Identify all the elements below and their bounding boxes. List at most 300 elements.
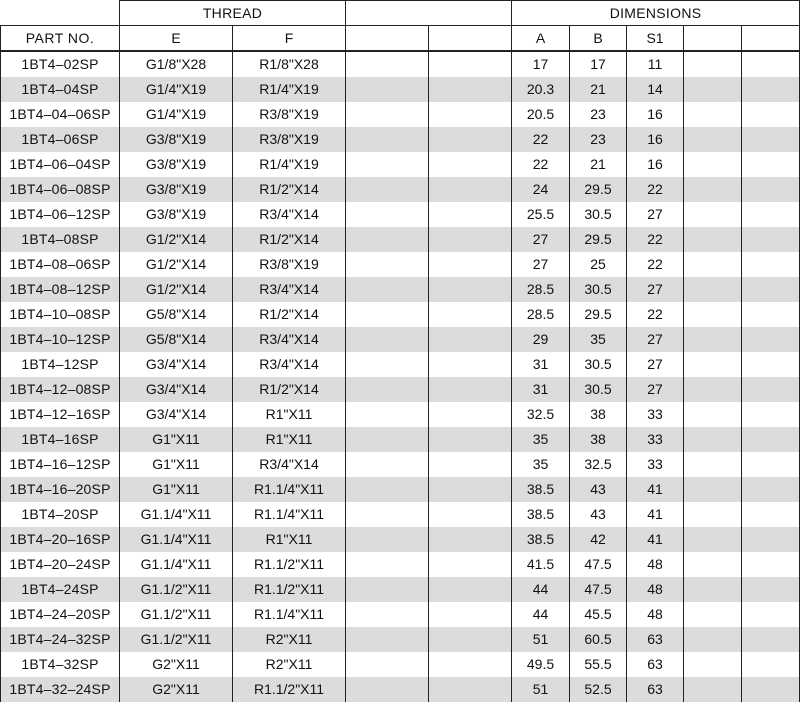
- cell-part-no: 1BT4–16SP: [1, 427, 120, 452]
- cell-dim-b: 38: [570, 427, 627, 452]
- cell-blank: [684, 577, 742, 602]
- cell-dim-s1: 48: [627, 577, 684, 602]
- cell-thread-f: R1.1/4"X11: [233, 502, 346, 527]
- table-row: [1, 127, 800, 152]
- cell-blank: [429, 302, 512, 327]
- cell-dim-b: 23: [570, 127, 627, 152]
- cell-blank: [429, 327, 512, 352]
- cell-dim-a: 20.3: [512, 77, 570, 102]
- cell-blank: [429, 152, 512, 177]
- table-row: [1, 277, 800, 302]
- cell-thread-f: R1"X11: [233, 427, 346, 452]
- cell-part-no: 1BT4–20–24SP: [1, 552, 120, 577]
- cell-dim-a: 24: [512, 177, 570, 202]
- cell-dim-a: 32.5: [512, 402, 570, 427]
- cell-dim-s1: 63: [627, 677, 684, 702]
- cell-dim-a: 31: [512, 377, 570, 402]
- cell-dim-b: 17: [570, 51, 627, 77]
- cell-blank: [684, 51, 742, 77]
- cell-blank: [742, 677, 800, 702]
- cell-thread-f: R3/4"X14: [233, 202, 346, 227]
- cell-blank: [346, 452, 429, 477]
- cell-part-no: 1BT4–02SP: [1, 51, 120, 77]
- cell-dim-s1: 33: [627, 452, 684, 477]
- cell-blank: [742, 477, 800, 502]
- cell-blank: [429, 502, 512, 527]
- cell-blank: [684, 427, 742, 452]
- cell-blank: [346, 302, 429, 327]
- cell-part-no: 1BT4–06SP: [1, 127, 120, 152]
- cell-blank: [742, 452, 800, 477]
- table-row: [1, 452, 800, 477]
- cell-blank: [346, 327, 429, 352]
- cell-blank: [742, 627, 800, 652]
- table-row: [1, 302, 800, 327]
- table-row: [1, 502, 800, 527]
- cell-thread-f: R1/2"X14: [233, 177, 346, 202]
- cell-dim-s1: 27: [627, 377, 684, 402]
- cell-dim-b: 25: [570, 252, 627, 277]
- cell-blank: [346, 552, 429, 577]
- cell-dim-a: 28.5: [512, 302, 570, 327]
- cell-thread-f: R3/8"X19: [233, 127, 346, 152]
- cell-thread-e: G1"X11: [120, 477, 233, 502]
- cell-thread-f: R1/4"X19: [233, 152, 346, 177]
- cell-blank: [684, 77, 742, 102]
- cell-blank: [684, 127, 742, 152]
- cell-dim-s1: 22: [627, 227, 684, 252]
- cell-blank: [684, 527, 742, 552]
- cell-blank: [346, 427, 429, 452]
- table-row: [1, 527, 800, 552]
- cell-dim-b: 45.5: [570, 602, 627, 627]
- cell-dim-b: 29.5: [570, 177, 627, 202]
- cell-blank: [346, 652, 429, 677]
- cell-blank: [742, 602, 800, 627]
- cell-blank: [742, 227, 800, 252]
- cell-dim-a: 25.5: [512, 202, 570, 227]
- cell-dim-s1: 16: [627, 102, 684, 127]
- cell-thread-e: G2"X11: [120, 677, 233, 702]
- cell-thread-f: R2"X11: [233, 627, 346, 652]
- cell-blank: [429, 227, 512, 252]
- cell-thread-f: R3/8"X19: [233, 252, 346, 277]
- cell-thread-f: R3/8"X19: [233, 102, 346, 127]
- cell-thread-f: R1"X11: [233, 527, 346, 552]
- cell-dim-s1: 33: [627, 402, 684, 427]
- cell-dim-b: 52.5: [570, 677, 627, 702]
- cell-dim-a: 35: [512, 427, 570, 452]
- table-row: [1, 652, 800, 677]
- cell-part-no: 1BT4–20SP: [1, 502, 120, 527]
- cell-part-no: 1BT4–16–20SP: [1, 477, 120, 502]
- header-col-blank-3: [684, 26, 742, 52]
- header-thread: THREAD: [120, 1, 346, 26]
- table-body: [1, 51, 800, 702]
- cell-dim-s1: 22: [627, 177, 684, 202]
- cell-dim-b: 47.5: [570, 552, 627, 577]
- cell-blank: [684, 252, 742, 277]
- cell-dim-a: 44: [512, 577, 570, 602]
- cell-thread-e: G1"X11: [120, 427, 233, 452]
- table-row: [1, 77, 800, 102]
- cell-dim-s1: 33: [627, 427, 684, 452]
- cell-blank: [742, 377, 800, 402]
- cell-part-no: 1BT4–04SP: [1, 77, 120, 102]
- cell-thread-f: R1/2"X14: [233, 377, 346, 402]
- cell-thread-e: G3/8"X19: [120, 152, 233, 177]
- cell-thread-f: R1.1/2"X11: [233, 577, 346, 602]
- cell-blank: [429, 127, 512, 152]
- table-row: [1, 252, 800, 277]
- cell-blank: [429, 452, 512, 477]
- cell-blank: [684, 502, 742, 527]
- table-row: [1, 627, 800, 652]
- cell-dim-a: 38.5: [512, 527, 570, 552]
- cell-blank: [429, 677, 512, 702]
- cell-dim-b: 21: [570, 77, 627, 102]
- table-row: [1, 51, 800, 77]
- cell-blank: [742, 177, 800, 202]
- header-col-blank-2: [429, 26, 512, 52]
- table-row: [1, 202, 800, 227]
- cell-blank: [684, 627, 742, 652]
- table-row: [1, 102, 800, 127]
- cell-thread-f: R3/4"X14: [233, 352, 346, 377]
- cell-thread-f: R1/4"X19: [233, 77, 346, 102]
- cell-blank: [429, 652, 512, 677]
- cell-part-no: 1BT4–20–16SP: [1, 527, 120, 552]
- cell-dim-b: 38: [570, 402, 627, 427]
- cell-blank: [346, 527, 429, 552]
- cell-thread-e: G1.1/4"X11: [120, 527, 233, 552]
- cell-blank: [684, 352, 742, 377]
- cell-thread-e: G1/4"X19: [120, 102, 233, 127]
- cell-thread-e: G1.1/2"X11: [120, 627, 233, 652]
- cell-dim-s1: 27: [627, 352, 684, 377]
- cell-part-no: 1BT4–08–06SP: [1, 252, 120, 277]
- header-col-blank-4: [742, 26, 800, 52]
- cell-dim-s1: 63: [627, 652, 684, 677]
- cell-dim-s1: 41: [627, 502, 684, 527]
- table-row: [1, 352, 800, 377]
- cell-blank: [346, 177, 429, 202]
- cell-dim-a: 51: [512, 627, 570, 652]
- cell-dim-a: 22: [512, 152, 570, 177]
- cell-thread-f: R1.1/4"X11: [233, 602, 346, 627]
- cell-blank: [429, 277, 512, 302]
- cell-blank: [684, 402, 742, 427]
- cell-blank: [684, 302, 742, 327]
- cell-dim-s1: 27: [627, 277, 684, 302]
- cell-blank: [346, 352, 429, 377]
- header-corner: [1, 1, 120, 26]
- cell-blank: [684, 227, 742, 252]
- cell-part-no: 1BT4–24–20SP: [1, 602, 120, 627]
- cell-blank: [346, 577, 429, 602]
- table-row: [1, 677, 800, 702]
- cell-blank: [429, 177, 512, 202]
- cell-blank: [684, 327, 742, 352]
- cell-blank: [346, 677, 429, 702]
- cell-thread-f: R3/4"X14: [233, 452, 346, 477]
- cell-blank: [346, 602, 429, 627]
- cell-blank: [742, 427, 800, 452]
- cell-dim-a: 44: [512, 602, 570, 627]
- table-row: [1, 402, 800, 427]
- cell-part-no: 1BT4–08SP: [1, 227, 120, 252]
- cell-thread-e: G2"X11: [120, 652, 233, 677]
- cell-dim-s1: 14: [627, 77, 684, 102]
- cell-blank: [346, 477, 429, 502]
- cell-thread-e: G1.1/4"X11: [120, 502, 233, 527]
- cell-part-no: 1BT4–06–12SP: [1, 202, 120, 227]
- cell-blank: [742, 652, 800, 677]
- cell-dim-b: 30.5: [570, 202, 627, 227]
- cell-thread-f: R1"X11: [233, 402, 346, 427]
- cell-blank: [346, 202, 429, 227]
- cell-part-no: 1BT4–32SP: [1, 652, 120, 677]
- cell-blank: [684, 152, 742, 177]
- cell-dim-b: 43: [570, 477, 627, 502]
- cell-blank: [346, 502, 429, 527]
- cell-thread-e: G3/4"X14: [120, 352, 233, 377]
- cell-dim-a: 51: [512, 677, 570, 702]
- table-row: [1, 327, 800, 352]
- header-part-no: PART NO.: [1, 26, 120, 52]
- cell-blank: [684, 452, 742, 477]
- cell-part-no: 1BT4–10–12SP: [1, 327, 120, 352]
- cell-dim-s1: 27: [627, 327, 684, 352]
- cell-blank: [429, 352, 512, 377]
- cell-dim-a: 41.5: [512, 552, 570, 577]
- cell-thread-f: R1/8"X28: [233, 51, 346, 77]
- cell-thread-e: G5/8"X14: [120, 327, 233, 352]
- cell-blank: [742, 202, 800, 227]
- cell-thread-e: G1.1/2"X11: [120, 602, 233, 627]
- cell-part-no: 1BT4–04–06SP: [1, 102, 120, 127]
- cell-blank: [346, 277, 429, 302]
- cell-dim-s1: 27: [627, 202, 684, 227]
- cell-thread-f: R1.1/4"X11: [233, 477, 346, 502]
- cell-blank: [742, 127, 800, 152]
- cell-blank: [684, 477, 742, 502]
- cell-blank: [742, 327, 800, 352]
- cell-dim-b: 30.5: [570, 377, 627, 402]
- cell-thread-e: G1/8"X28: [120, 51, 233, 77]
- header-blank-group: [346, 1, 512, 26]
- header-col-e: E: [120, 26, 233, 52]
- cell-dim-b: 29.5: [570, 227, 627, 252]
- cell-blank: [346, 377, 429, 402]
- cell-dim-s1: 16: [627, 127, 684, 152]
- cell-blank: [429, 477, 512, 502]
- cell-thread-f: R3/4"X14: [233, 277, 346, 302]
- cell-dim-s1: 11: [627, 51, 684, 77]
- cell-blank: [346, 252, 429, 277]
- cell-thread-e: G3/8"X19: [120, 177, 233, 202]
- cell-blank: [429, 552, 512, 577]
- cell-dim-s1: 48: [627, 602, 684, 627]
- cell-blank: [684, 602, 742, 627]
- cell-blank: [742, 302, 800, 327]
- cell-blank: [429, 77, 512, 102]
- cell-blank: [742, 527, 800, 552]
- cell-part-no: 1BT4–24–32SP: [1, 627, 120, 652]
- cell-dim-a: 22: [512, 127, 570, 152]
- cell-dim-b: 30.5: [570, 352, 627, 377]
- cell-dim-a: 38.5: [512, 502, 570, 527]
- cell-dim-b: 30.5: [570, 277, 627, 302]
- header-row-groups: [1, 1, 800, 26]
- table-row: [1, 552, 800, 577]
- cell-blank: [742, 502, 800, 527]
- table-row: [1, 602, 800, 627]
- cell-thread-e: G1/2"X14: [120, 277, 233, 302]
- cell-blank: [429, 427, 512, 452]
- cell-dim-a: 29: [512, 327, 570, 352]
- cell-blank: [429, 627, 512, 652]
- cell-dim-b: 35: [570, 327, 627, 352]
- cell-part-no: 1BT4–24SP: [1, 577, 120, 602]
- cell-thread-f: R1/2"X14: [233, 227, 346, 252]
- cell-dim-b: 55.5: [570, 652, 627, 677]
- cell-blank: [742, 402, 800, 427]
- cell-dim-s1: 48: [627, 552, 684, 577]
- table-row: [1, 377, 800, 402]
- cell-part-no: 1BT4–06–04SP: [1, 152, 120, 177]
- cell-blank: [346, 227, 429, 252]
- cell-thread-e: G1.1/4"X11: [120, 552, 233, 577]
- cell-thread-e: G5/8"X14: [120, 302, 233, 327]
- cell-thread-f: R1.1/2"X11: [233, 552, 346, 577]
- cell-blank: [429, 252, 512, 277]
- cell-dim-b: 29.5: [570, 302, 627, 327]
- cell-dim-s1: 22: [627, 252, 684, 277]
- cell-blank: [742, 152, 800, 177]
- header-col-s1: S1: [627, 26, 684, 52]
- cell-blank: [346, 627, 429, 652]
- header-col-blank-1: [346, 26, 429, 52]
- cell-blank: [429, 527, 512, 552]
- cell-thread-f: R1.1/2"X11: [233, 677, 346, 702]
- cell-blank: [429, 402, 512, 427]
- table-row: [1, 427, 800, 452]
- cell-blank: [429, 602, 512, 627]
- cell-dim-s1: 22: [627, 302, 684, 327]
- header-row-columns: [1, 26, 800, 52]
- cell-blank: [429, 51, 512, 77]
- cell-dim-a: 17: [512, 51, 570, 77]
- cell-blank: [684, 377, 742, 402]
- cell-blank: [684, 677, 742, 702]
- cell-blank: [684, 552, 742, 577]
- cell-thread-e: G1.1/2"X11: [120, 577, 233, 602]
- cell-dim-b: 42: [570, 527, 627, 552]
- cell-dim-b: 43: [570, 502, 627, 527]
- cell-part-no: 1BT4–16–12SP: [1, 452, 120, 477]
- cell-blank: [742, 252, 800, 277]
- cell-blank: [429, 377, 512, 402]
- cell-blank: [684, 277, 742, 302]
- cell-blank: [346, 51, 429, 77]
- header-col-a: A: [512, 26, 570, 52]
- cell-thread-e: G1/2"X14: [120, 227, 233, 252]
- cell-part-no: 1BT4–12–08SP: [1, 377, 120, 402]
- cell-dim-a: 35: [512, 452, 570, 477]
- cell-blank: [429, 577, 512, 602]
- header-col-b: B: [570, 26, 627, 52]
- cell-thread-e: G1/4"X19: [120, 77, 233, 102]
- cell-part-no: 1BT4–12SP: [1, 352, 120, 377]
- cell-part-no: 1BT4–10–08SP: [1, 302, 120, 327]
- cell-dim-a: 31: [512, 352, 570, 377]
- cell-dim-s1: 63: [627, 627, 684, 652]
- cell-dim-a: 27: [512, 227, 570, 252]
- cell-dim-s1: 16: [627, 152, 684, 177]
- header-dimensions: DIMENSIONS: [512, 1, 800, 26]
- cell-blank: [742, 51, 800, 77]
- cell-blank: [742, 577, 800, 602]
- cell-dim-b: 23: [570, 102, 627, 127]
- cell-blank: [346, 77, 429, 102]
- cell-part-no: 1BT4–32–24SP: [1, 677, 120, 702]
- cell-dim-b: 47.5: [570, 577, 627, 602]
- cell-thread-e: G1/2"X14: [120, 252, 233, 277]
- cell-dim-s1: 41: [627, 477, 684, 502]
- header-col-f: F: [233, 26, 346, 52]
- cell-blank: [742, 352, 800, 377]
- cell-dim-b: 32.5: [570, 452, 627, 477]
- cell-blank: [346, 102, 429, 127]
- table-row: [1, 577, 800, 602]
- cell-blank: [742, 277, 800, 302]
- cell-blank: [742, 77, 800, 102]
- cell-thread-f: R2"X11: [233, 652, 346, 677]
- cell-blank: [684, 652, 742, 677]
- cell-thread-f: R1/2"X14: [233, 302, 346, 327]
- cell-part-no: 1BT4–06–08SP: [1, 177, 120, 202]
- cell-dim-s1: 41: [627, 527, 684, 552]
- cell-blank: [346, 152, 429, 177]
- cell-thread-e: G3/4"X14: [120, 402, 233, 427]
- table-row: [1, 177, 800, 202]
- cell-thread-e: G1"X11: [120, 452, 233, 477]
- cell-dim-a: 28.5: [512, 277, 570, 302]
- cell-blank: [742, 102, 800, 127]
- cell-dim-a: 38.5: [512, 477, 570, 502]
- cell-blank: [346, 127, 429, 152]
- cell-dim-a: 27: [512, 252, 570, 277]
- table-row: [1, 477, 800, 502]
- cell-thread-e: G3/8"X19: [120, 127, 233, 152]
- cell-blank: [684, 177, 742, 202]
- cell-blank: [429, 202, 512, 227]
- cell-dim-b: 60.5: [570, 627, 627, 652]
- cell-blank: [742, 552, 800, 577]
- cell-part-no: 1BT4–08–12SP: [1, 277, 120, 302]
- cell-dim-a: 20.5: [512, 102, 570, 127]
- cell-thread-f: R3/4"X14: [233, 327, 346, 352]
- cell-dim-b: 21: [570, 152, 627, 177]
- cell-blank: [684, 202, 742, 227]
- cell-thread-e: G3/4"X14: [120, 377, 233, 402]
- cell-thread-e: G3/8"X19: [120, 202, 233, 227]
- cell-blank: [429, 102, 512, 127]
- cell-blank: [346, 402, 429, 427]
- table-row: [1, 152, 800, 177]
- cell-blank: [684, 102, 742, 127]
